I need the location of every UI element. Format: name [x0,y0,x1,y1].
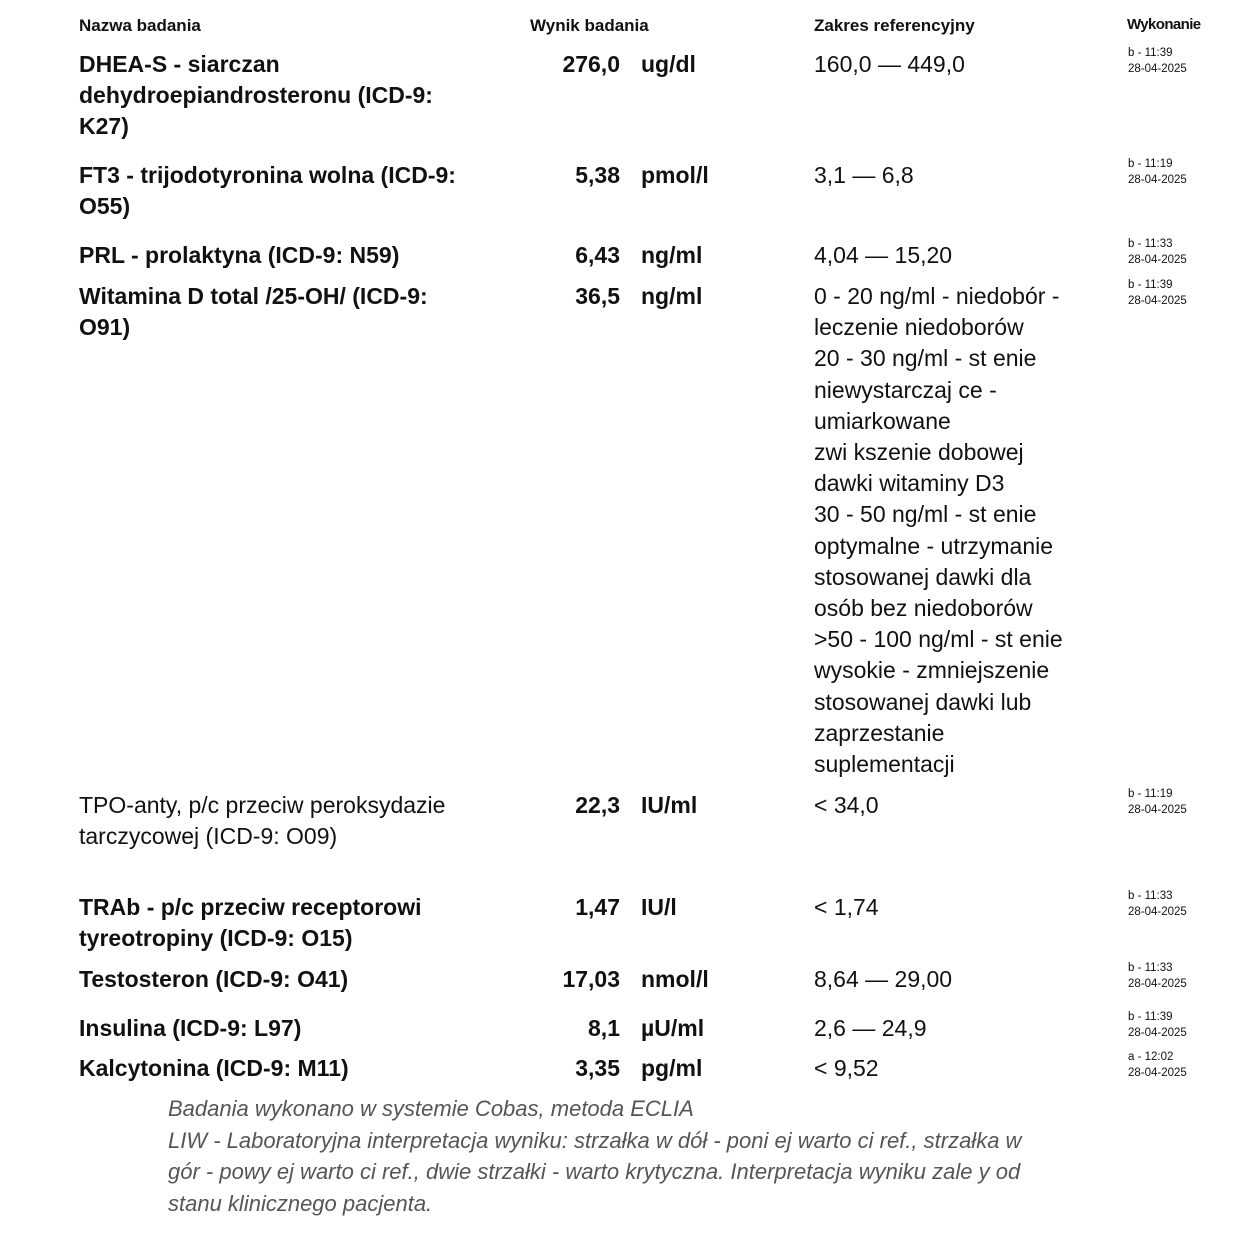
note-line: LIW - Laboratoryjna interpretacja wyniku: strzałka w dół - poni ej warto ci ref., strzałka w [168,1127,1022,1153]
execution-time: a - 12:02 [1128,1051,1174,1063]
result-unit: pg/ml [641,1055,703,1081]
reference-range: 160,0 — 449,0 [814,51,965,77]
result-unit: ng/ml [641,283,703,309]
result-value: 1,47 [575,894,620,920]
test-name: TPO-anty, p/c przeciw peroksydazie tarczycowej (ICD-9: O09) [79,792,446,849]
reference-range: < 34,0 [814,792,879,818]
result-value: 36,5 [575,283,620,309]
test-name: Witamina D total /25-OH/ (ICD-9: O91) [79,283,428,340]
execution-time: b - 11:33 [1128,238,1173,250]
execution-info [1128,237,1187,268]
execution-info [1128,157,1187,188]
execution-date: 28-04-2025 [1128,1026,1187,1039]
execution-date: 28-04-2025 [1128,1066,1187,1079]
test-name: PRL - prolaktyna (ICD-9: N59) [79,242,400,268]
test-name: Kalcytonina (ICD-9: M11) [79,1055,349,1081]
reference-range: < 9,52 [814,1055,879,1081]
execution-date: 28-04-2025 [1128,62,1187,75]
result-value: 17,03 [562,966,620,992]
execution-info [1128,46,1187,77]
result-unit: pmol/l [641,162,709,188]
header-reference: Zakres referencyjny [814,16,975,35]
execution-time: b - 11:33 [1128,962,1173,974]
result-unit: nmol/l [641,966,709,992]
result-value: 8,1 [588,1015,620,1041]
execution-time: b - 11:19 [1128,158,1173,170]
result-value: 3,35 [575,1055,620,1081]
note-line: Badania wykonano w systemie Cobas, metoda ECLIA [168,1096,694,1121]
execution-time: b - 11:19 [1128,788,1173,800]
execution-time: b - 11:39 [1128,47,1173,59]
execution-info [1128,889,1187,920]
reference-range: < 1,74 [814,894,879,920]
result-unit: µU/ml [641,1015,705,1041]
reference-range: 4,04 — 15,20 [814,242,953,268]
result-value: 276,0 [562,51,620,77]
execution-date: 28-04-2025 [1128,803,1187,816]
execution-info [1128,961,1187,992]
result-value: 22,3 [575,792,620,818]
reference-range: 0 - 20 ng/ml - niedobór - leczenie niedoborów 20 - 30 ng/ml - st enie niewystarczaj ce - umiarkowane zwi kszenie dobowej dawki witaminy D3 30 - 50 ng/ml - st enie optymalne - utrzymanie stosowanej dawki dla osób bez niedoborów >50 - 100 ng/ml - st enie wysokie - zmniejszenie stosowanej dawki lub zaprzestanie suplementacji [814,283,1063,778]
execution-info [1128,787,1187,818]
result-unit: IU/l [641,894,677,920]
test-name: Insulina (ICD-9: L97) [79,1015,302,1041]
test-name: FT3 - trijodotyronina wolna (ICD-9: O55) [79,162,456,219]
result-unit: ug/dl [641,51,696,77]
header-execution: Wykonanie [1127,16,1201,33]
reference-range: 8,64 — 29,00 [814,966,953,992]
note-line: stanu klinicznego pacjenta. [168,1190,433,1216]
execution-date: 28-04-2025 [1128,905,1187,918]
execution-date: 28-04-2025 [1128,977,1187,990]
result-unit: ng/ml [641,242,703,268]
result-value: 6,43 [575,242,620,268]
test-name: DHEA-S - siarczan dehydroepiandrosteronu (ICD-9: K27) [79,51,433,139]
reference-range: 2,6 — 24,9 [814,1015,927,1041]
execution-info [1128,278,1187,309]
table-header [0,16,1260,40]
result-value: 5,38 [575,162,620,188]
execution-time: b - 11:33 [1128,890,1173,902]
test-name: TRAb - p/c przeciw receptorowi tyreotropiny (ICD-9: O15) [79,894,422,951]
execution-info [1128,1050,1187,1081]
test-name: Testosteron (ICD-9: O41) [79,966,349,992]
method-note [168,1093,1208,1219]
execution-info [1128,1010,1187,1041]
result-unit: IU/ml [641,792,698,818]
execution-time: b - 11:39 [1128,279,1173,291]
note-line: gór - powy ej warto ci ref., dwie strzałki - warto krytyczna. Interpretacja wyniku zale y od [168,1159,1021,1184]
execution-date: 28-04-2025 [1128,173,1187,186]
execution-date: 28-04-2025 [1128,253,1187,266]
reference-range: 3,1 — 6,8 [814,162,914,188]
header-result: Wynik badania [530,16,649,35]
header-test-name: Nazwa badania [79,16,201,35]
execution-time: b - 11:39 [1128,1011,1173,1023]
execution-date: 28-04-2025 [1128,294,1187,307]
